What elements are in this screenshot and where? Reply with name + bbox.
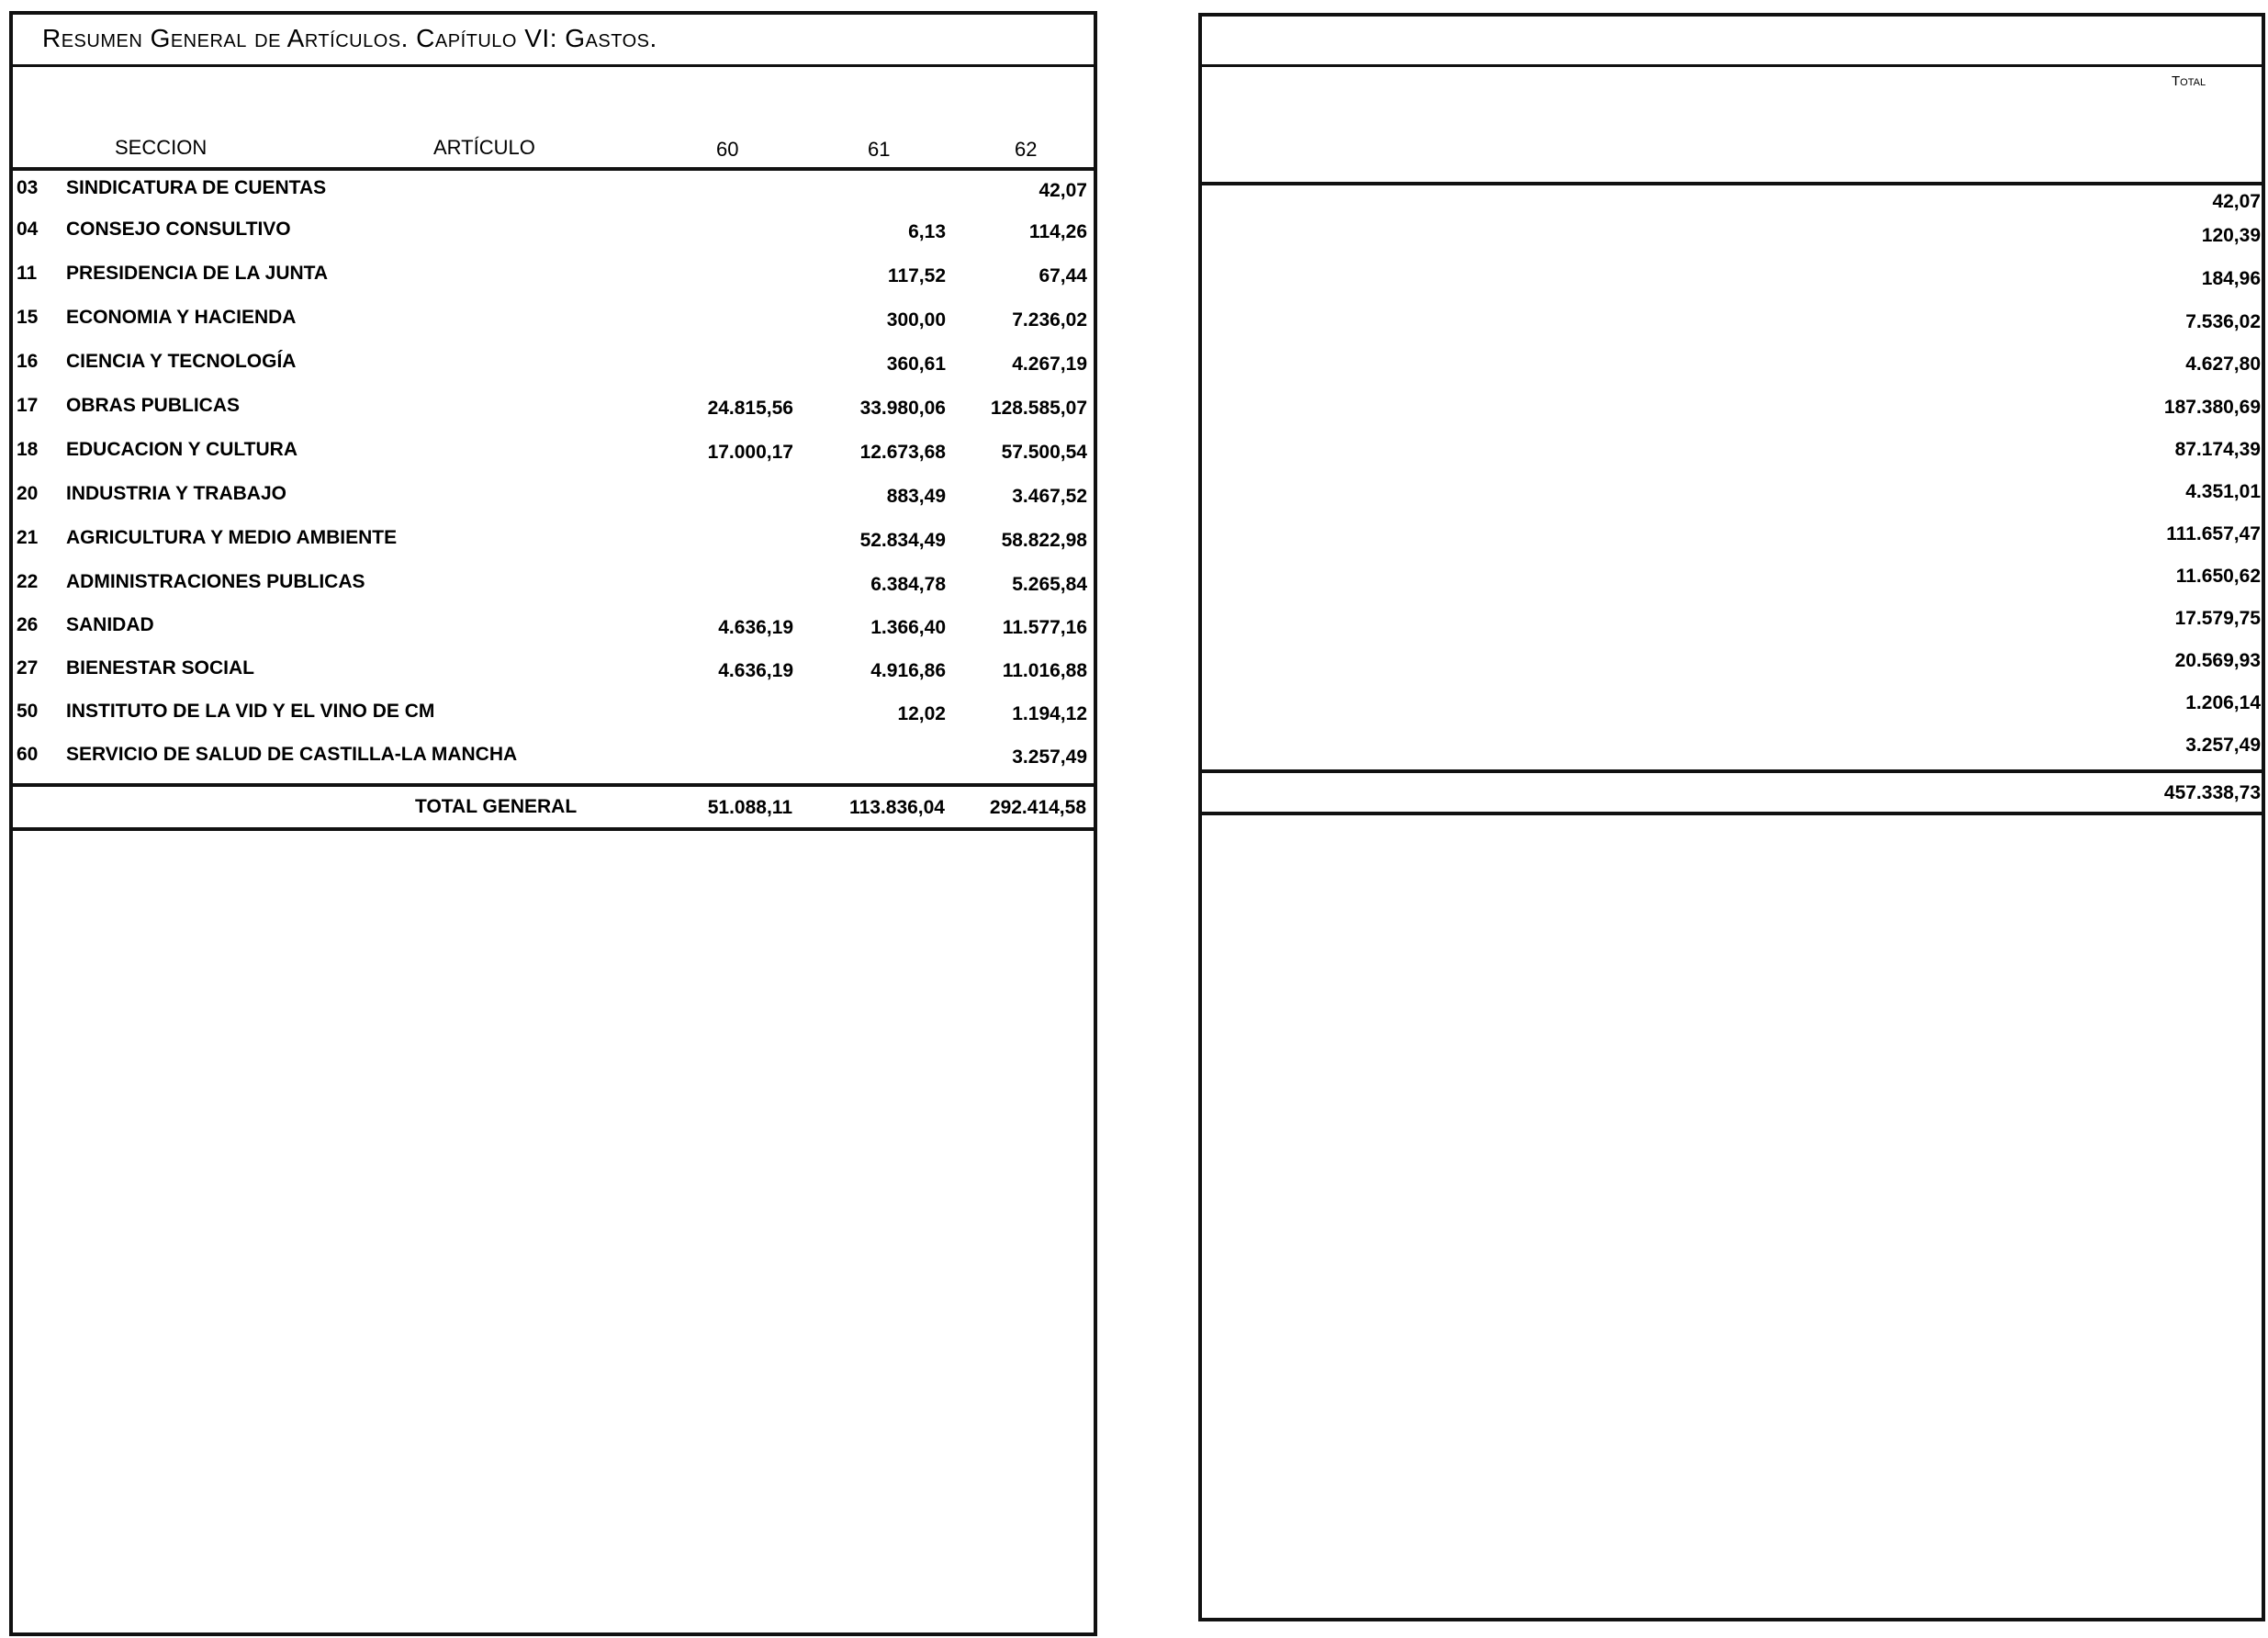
row-col-61: 117,52 xyxy=(887,265,946,286)
row-name: CONSEJO CONSULTIVO xyxy=(66,219,291,240)
row-col-62: 58.822,98 xyxy=(1001,530,1087,551)
row-name: BIENESTAR SOCIAL xyxy=(66,657,254,679)
row-name: SINDICATURA DE CUENTAS xyxy=(66,177,327,198)
table-row xyxy=(9,439,1097,476)
total-row-value: 17.579,75 xyxy=(2174,608,2261,629)
row-code: 18 xyxy=(17,439,39,460)
row-code: 17 xyxy=(17,395,39,416)
row-col-61: 360,61 xyxy=(886,353,946,375)
right-total-divider-bottom xyxy=(1198,812,2265,815)
total-row-value: 187.380,69 xyxy=(2163,397,2261,418)
total-row-value: 42,07 xyxy=(2212,191,2261,212)
total-row-value: 1.206,14 xyxy=(2185,692,2261,713)
row-col-60: 17.000,17 xyxy=(707,442,793,463)
row-col-61: 12.673,68 xyxy=(859,442,946,463)
table-row xyxy=(9,527,1097,564)
row-col-61: 1.366,40 xyxy=(870,617,946,638)
row-name: SANIDAD xyxy=(66,614,154,635)
row-name: OBRAS PUBLICAS xyxy=(66,395,241,416)
row-col-60: 4.636,19 xyxy=(718,660,793,681)
table-row xyxy=(9,614,1097,651)
row-col-62: 67,44 xyxy=(1039,265,1087,286)
row-col-61: 6.384,78 xyxy=(870,574,946,595)
row-name: AGRICULTURA Y MEDIO AMBIENTE xyxy=(66,527,398,548)
total-col-60: 51.088,11 xyxy=(707,797,792,818)
row-code: 27 xyxy=(17,657,39,679)
table-row xyxy=(9,219,1097,255)
total-row-value: 87.174,39 xyxy=(2174,439,2261,460)
row-code: 03 xyxy=(17,177,39,198)
row-name: ECONOMIA Y HACIENDA xyxy=(66,307,297,328)
row-col-61: 52.834,49 xyxy=(859,530,946,551)
row-col-61: 6,13 xyxy=(908,221,946,242)
right-table-frame xyxy=(1198,13,2265,1621)
row-col-62: 114,26 xyxy=(1028,221,1087,242)
header-total: Total xyxy=(2172,73,2206,89)
row-col-60: 24.815,56 xyxy=(707,398,793,419)
header-col-62: 62 xyxy=(1015,138,1038,161)
total-row-value: 184,96 xyxy=(2201,268,2261,289)
table-row xyxy=(9,263,1097,299)
row-code: 50 xyxy=(17,701,39,722)
row-code: 60 xyxy=(17,744,39,765)
total-row-value: 3.257,49 xyxy=(2185,735,2261,756)
row-col-60: 4.636,19 xyxy=(718,617,793,638)
total-row-value: 20.569,93 xyxy=(2174,650,2261,671)
right-title-divider xyxy=(1198,64,2265,67)
row-col-62: 128.585,07 xyxy=(990,398,1087,419)
row-name: PRESIDENCIA DE LA JUNTA xyxy=(66,263,329,284)
table-row xyxy=(9,483,1097,520)
row-col-61: 300,00 xyxy=(886,309,946,331)
row-col-62: 5.265,84 xyxy=(1012,574,1087,595)
left-table-body xyxy=(9,0,1097,1638)
table-row xyxy=(9,657,1097,694)
table-row xyxy=(9,571,1097,608)
row-code: 16 xyxy=(17,351,39,372)
row-col-62: 42,07 xyxy=(1039,180,1087,201)
header-col-60: 60 xyxy=(716,138,739,161)
row-code: 04 xyxy=(17,219,39,240)
row-name: SERVICIO DE SALUD DE CASTILLA-LA MANCHA xyxy=(66,744,518,765)
total-row-value: 7.536,02 xyxy=(2185,311,2261,332)
row-code: 26 xyxy=(17,614,39,635)
row-code: 22 xyxy=(17,571,39,592)
row-code: 15 xyxy=(17,307,39,328)
total-col-61: 113.836,04 xyxy=(849,797,945,818)
row-col-62: 4.267,19 xyxy=(1012,353,1087,375)
row-col-62: 11.016,88 xyxy=(1002,660,1087,681)
right-header-divider xyxy=(1198,182,2265,185)
header-seccion: SECCION xyxy=(115,136,208,159)
header-articulo: ARTÍCULO xyxy=(433,136,535,159)
total-row-value: 11.650,62 xyxy=(2175,566,2261,587)
row-col-62: 3.257,49 xyxy=(1012,746,1087,768)
row-name: EDUCACION Y CULTURA xyxy=(66,439,298,460)
header-col-61: 61 xyxy=(868,138,891,161)
table-row xyxy=(9,307,1097,343)
row-col-62: 7.236,02 xyxy=(1012,309,1087,331)
row-name: CIENCIA Y TECNOLOGÍA xyxy=(66,351,297,372)
total-row-value: 111.657,47 xyxy=(2166,523,2261,544)
row-col-62: 11.577,16 xyxy=(1002,617,1087,638)
row-col-61: 883,49 xyxy=(886,486,946,507)
table-row xyxy=(9,744,1097,780)
row-col-62: 3.467,52 xyxy=(1012,486,1087,507)
total-col-62: 292.414,58 xyxy=(989,797,1086,818)
row-code: 11 xyxy=(17,263,38,284)
grand-total-value: 457.338,73 xyxy=(2163,782,2261,803)
row-code: 21 xyxy=(17,527,39,548)
total-row-value: 4.351,01 xyxy=(2185,481,2261,502)
row-name: INSTITUTO DE LA VID Y EL VINO DE CM xyxy=(66,701,435,722)
total-general-label: TOTAL GENERAL xyxy=(415,796,578,817)
row-col-61: 12,02 xyxy=(897,703,946,724)
table-row xyxy=(9,395,1097,432)
row-col-62: 1.194,12 xyxy=(1012,703,1087,724)
row-code: 20 xyxy=(17,483,39,504)
row-name: ADMINISTRACIONES PUBLICAS xyxy=(66,571,365,592)
table-row xyxy=(9,701,1097,737)
table-row xyxy=(9,351,1097,387)
table-row xyxy=(9,177,1097,214)
row-col-62: 57.500,54 xyxy=(1001,442,1087,463)
row-name: INDUSTRIA Y TRABAJO xyxy=(66,483,286,504)
page-title: Resumen General de Artículos. Capítulo VI: Gastos. xyxy=(42,24,657,52)
row-col-61: 4.916,86 xyxy=(870,660,946,681)
total-row-value: 4.627,80 xyxy=(2185,353,2261,375)
right-total-divider-top xyxy=(1198,769,2265,773)
total-row-value: 120,39 xyxy=(2201,225,2261,246)
row-col-61: 33.980,06 xyxy=(859,398,946,419)
